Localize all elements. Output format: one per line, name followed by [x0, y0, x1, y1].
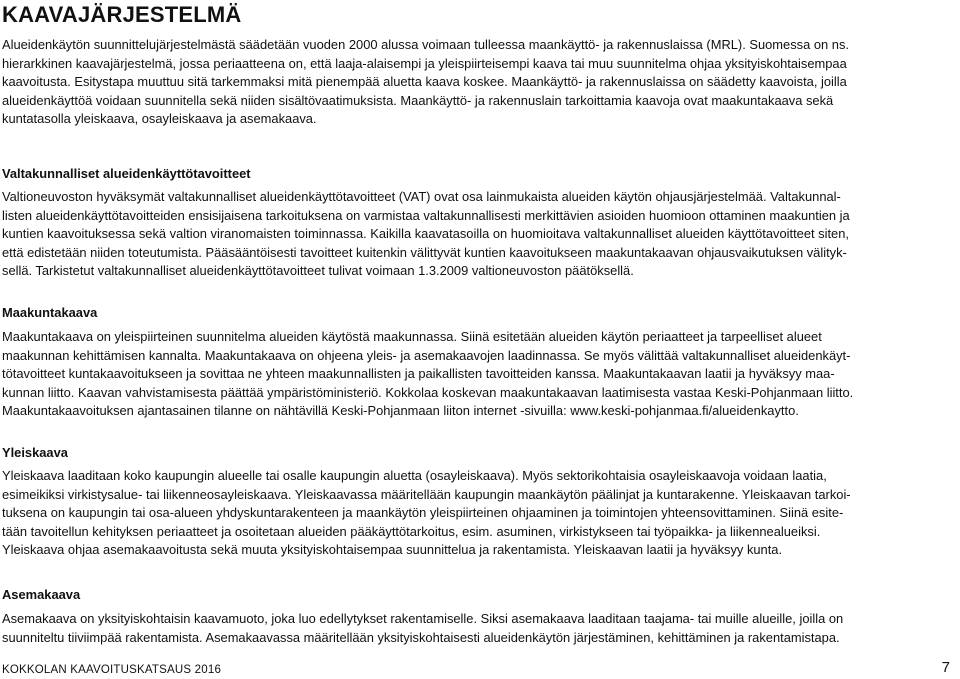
paragraph-line: sellä. Tarkistetut valtakunnalliset alueidenkäyttötavoitteet tulivat voimaan 1.3.2009 valtioneuvoston päätöksellä. — [2, 263, 634, 278]
paragraph-line: Maakuntakaavoituksen ajantasainen tilanne on nähtävillä Keski-Pohjanmaan liiton internet -sivuilla: www.keski-pohjanmaa.fi/alueidenkaytto. — [2, 403, 799, 418]
paragraph-line: tään tavoitellun kehityksen periaatteet ja osoitetaan alueiden pääkäyttötarkoitus, esim. asuminen, virkistykseen tai työpaikka- ja liikennealueiksi. — [2, 523, 821, 539]
paragraph-line: kuntien kaavoituksessa sekä valtion viranomaisten toiminnassa. Kaikilla kaavatasoilla on huomioitava valtakunnalliset alueiden käyttötavoitteet siten, — [2, 226, 849, 241]
intro-line: hierarkkinen kaavajärjestelmä, jossa periaatteena on, että laaja-alaisempi ja yleispiirteisempi kaava tai muu suunnitelma ohjaa yksityiskohtaisempaa — [2, 55, 847, 71]
paragraph-line: tuksena on kaupungin tai osa-alueen yhdyskuntarakenteen ja maankäytön yleispiirteinen ohjaaminen ja toimintojen yhteensovittaminen. Siinä esite- — [2, 505, 844, 520]
section-paragraph-yleiskaava — [2, 467, 851, 560]
page-title: KAAVAJÄRJESTELMÄ — [2, 2, 242, 27]
paragraph-line: Maakuntakaava on yleispiirteinen suunnitelma alueiden käytöstä maakunnassa. Siinä esitetään alueiden käytön periaatteet ja tarpeelliset alueet — [2, 329, 822, 344]
section-heading-asemakaava: Asemakaava — [2, 587, 81, 602]
intro-line: kaavoitusta. Esitystapa muuttuu sitä tarkemmaksi mitä pienempää aluetta kaava koskee. Maankäyttö- ja rakennuslaissa on säädetty kaavoista, joilla — [2, 74, 847, 89]
section-paragraph-vat — [2, 188, 850, 281]
paragraph-line: esimeikiksi virkistysalue- tai liikenneosayleiskaava. Yleiskaavassa määritellään kaupungin maankäytön päälinjat ja kuntarakenne. Yleiskaavan tarkoi- — [2, 486, 851, 502]
paragraph-line: Asemakaava on yksityiskohtaisin kaavamuoto, joka luo edellytykset rakentamiselle. Siksi asemakaava laaditaan taajama- tai muille alueille, joilla on — [2, 611, 844, 626]
paragraph-line: tötavoitteet kuntakaavoitukseen ja sovittaa ne yhteen maakunnallisten ja paikallisten tavoitteiden kanssa. Maakuntakaavan laatii ja hyväksyy maa- — [2, 366, 835, 381]
section-paragraph-asemakaava — [2, 610, 843, 647]
paragraph-line: kunnan liitto. Kaavan vahvistamisesta päättää ympäristöministeriö. Kokkolaa koskevan maakuntakaavan laatimisesta vastaa Keski-Pohjanmaan liitto. — [2, 384, 854, 400]
section-heading-vat: Valtakunnalliset alueidenkäyttötavoitteet — [2, 166, 251, 181]
section-paragraph-maakuntakaava — [2, 328, 853, 421]
paragraph-line: maakunnan kehittämisen kannalta. Maakuntakaava on ohjeena yleis- ja asemakaavojen laadinnassa. Se myös välittää valtakunnalliset alueidenkäyt- — [2, 347, 851, 363]
intro-line: kuntatasolla yleiskaava, osayleiskaava ja asemakaava. — [2, 111, 317, 126]
paragraph-line: Yleiskaava laaditaan koko kaupungin alueelle tai osalle kaupungin aluetta (osayleiskaava). Myös sektorikohtaisia osayleiskaavoja voidaan laatia, — [2, 468, 827, 483]
intro-line: alueidenkäyttöä voidaan suunnitella sekä niiden sisältövaatimuksista. Maankäyttö- ja rakennuslain tarkoittamia kaavoja ovat maakuntakaava sekä — [2, 92, 834, 108]
paragraph-line: suunniteltu tiiviimpää rakentamista. Asemakaavassa määritellään yksityiskohtaisesti alueidenkäytön järjestäminen, kehittäminen ja rakentamistapa. — [2, 629, 840, 645]
paragraph-line: listen alueidenkäyttötavoitteiden ensisijaisena tarkoituksena on varmistaa valtakunnallisesti merkittävien asioiden huomioon ottaminen maakuntien ja — [2, 207, 850, 223]
paragraph-line: että edistetään niiden toteutumista. Pääsääntöisesti tavoitteet kuitenkin välittyvät kuntien kaavoitukseen maakuntakaavan ohjausvaikutuksen välityk- — [2, 244, 847, 260]
paragraph-line: Yleiskaava ohjaa asemakaavoitusta sekä muuta yksityiskohtaisempaa suunnittelua ja rakentamista. Yleiskaavan laatii ja hyväksyy kunta. — [2, 542, 783, 557]
footer-publication-name: KOKKOLAN KAAVOITUSKATSAUS 2016 — [2, 664, 222, 676]
section-heading-maakuntakaava: Maakuntakaava — [2, 305, 98, 320]
paragraph-line: Valtioneuvoston hyväksymät valtakunnalliset alueidenkäyttötavoitteet (VAT) ovat osa lainmukaista alueiden käytön ohjausjärjestelmää. Valtakunnal- — [2, 189, 841, 204]
intro-paragraph — [2, 36, 849, 129]
intro-line: Alueidenkäytön suunnittelujärjestelmästä säädetään vuoden 2000 alussa voimaan tulleessa maankäyttö- ja rakennuslaissa (MRL). Suomessa on ns. — [2, 37, 849, 52]
section-heading-yleiskaava: Yleiskaava — [2, 445, 68, 460]
footer-page-number: 7 — [941, 659, 950, 676]
